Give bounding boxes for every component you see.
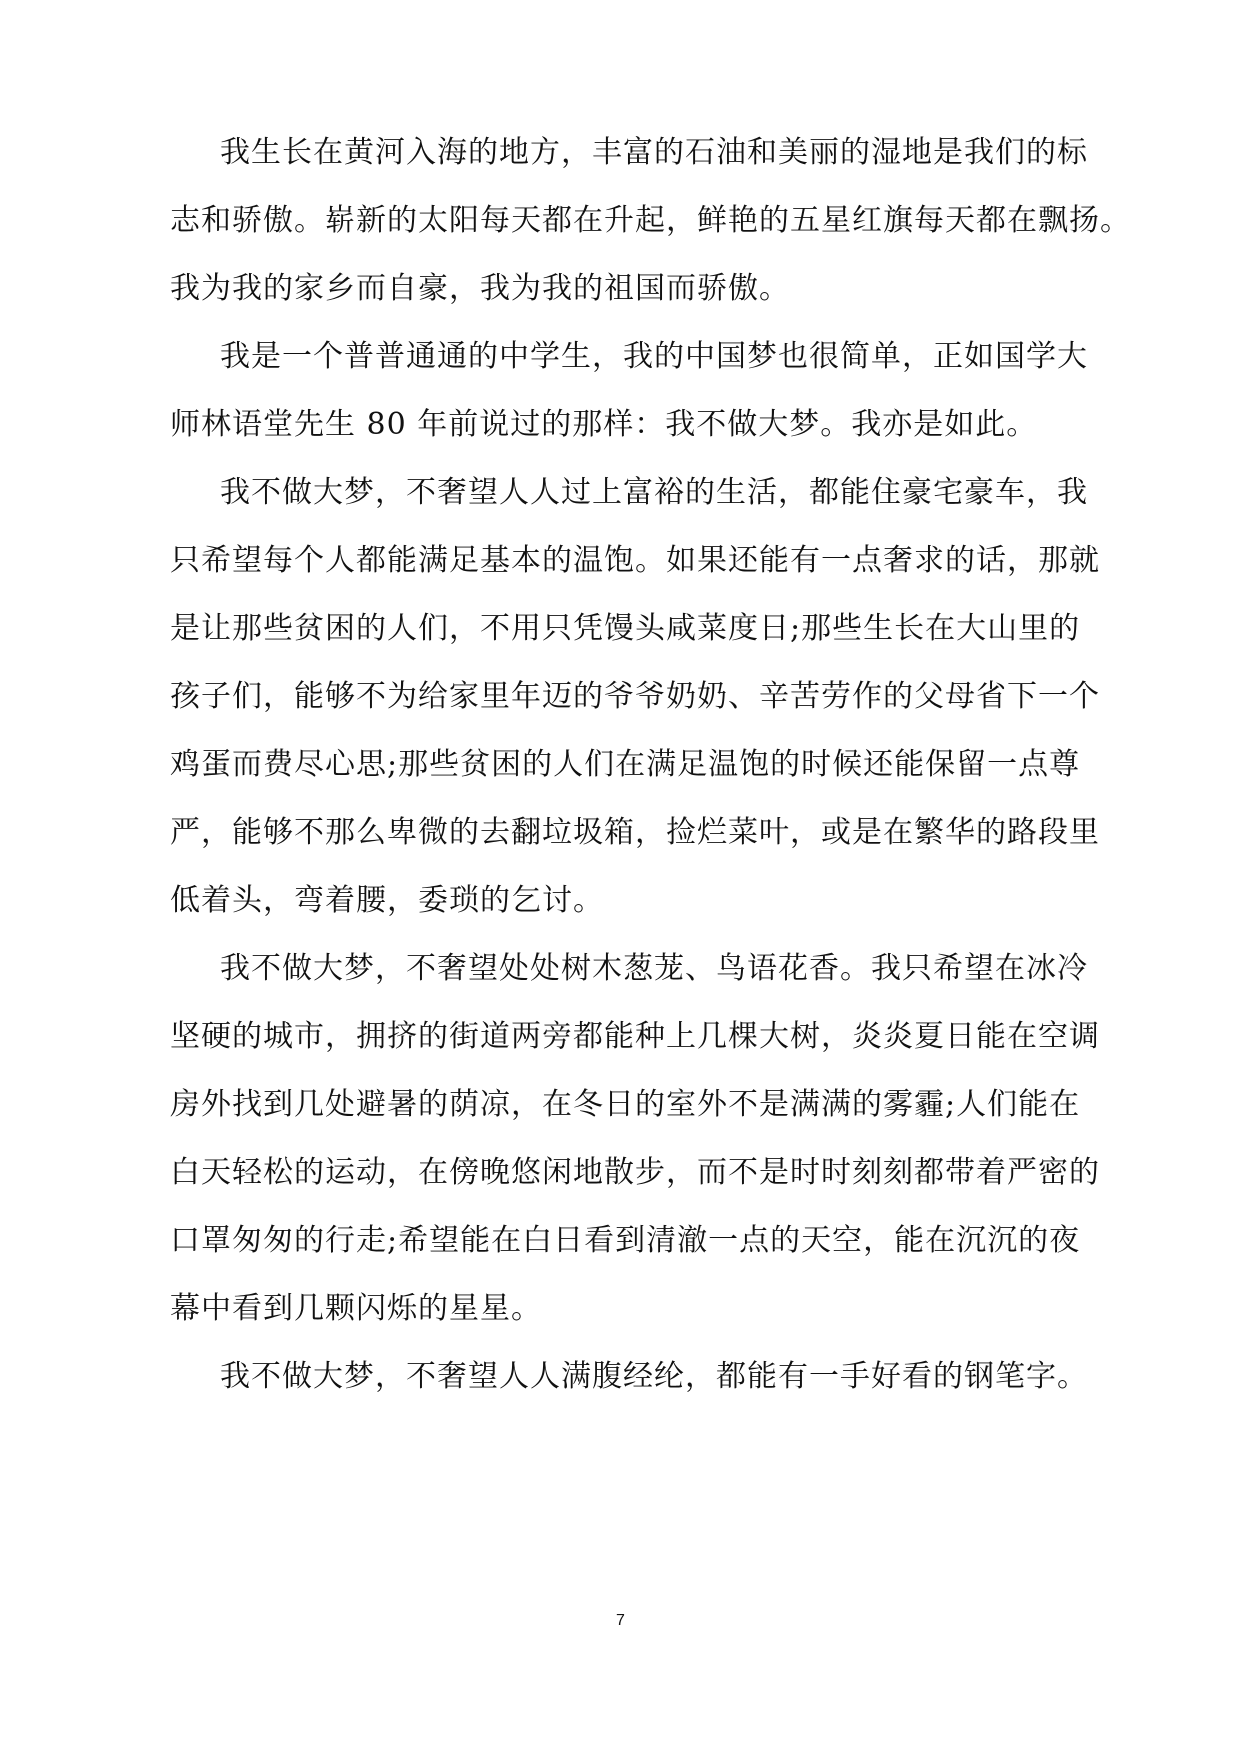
- text-line: 孩子们，能够不为给家里年迈的爷爷奶奶、辛苦劳作的父母省下一个: [170, 679, 1100, 714]
- text-line: 低着头，弯着腰，委琐的乞讨。: [170, 883, 604, 918]
- text-line: 我是一个普普通通的中学生，我的中国梦也很简单，正如国学大: [220, 339, 1088, 374]
- text-line: 我生长在黄河入海的地方，丰富的石油和美丽的湿地是我们的标: [220, 135, 1088, 170]
- text-line: 我不做大梦，不奢望人人满腹经纶，都能有一手好看的钢笔字。: [220, 1359, 1088, 1394]
- text-line: 是让那些贫困的人们，不用只凭馒头咸菜度日;那些生长在大山里的: [170, 611, 1081, 646]
- text-line: 鸡蛋而费尽心思;那些贫困的人们在满足温饱的时候还能保留一点尊: [170, 747, 1081, 782]
- text-line: 坚硬的城市，拥挤的街道两旁都能种上几棵大树，炎炎夏日能在空调: [170, 1019, 1100, 1054]
- text-line: 严，能够不那么卑微的去翻垃圾箱，捡烂菜叶，或是在繁华的路段里: [170, 815, 1100, 850]
- page-number: 7: [616, 1612, 625, 1629]
- text-line: 口罩匆匆的行走;希望能在白日看到清澈一点的天空，能在沉沉的夜: [170, 1223, 1081, 1258]
- text-line: 志和骄傲。崭新的太阳每天都在升起，鲜艳的五星红旗每天都在飘扬。: [170, 203, 1131, 238]
- text-line: 白天轻松的运动，在傍晚悠闲地散步，而不是时时刻刻都带着严密的: [170, 1155, 1100, 1190]
- text-line: 房外找到几处避暑的荫凉，在冬日的室外不是满满的雾霾;人们能在: [170, 1087, 1081, 1122]
- text-line: 我不做大梦，不奢望处处树木葱茏、鸟语花香。我只希望在冰冷: [220, 951, 1088, 986]
- text-line: 师林语堂先生 80 年前说过的那样：我不做大梦。我亦是如此。: [170, 407, 1038, 442]
- text-line: 我不做大梦，不奢望人人过上富裕的生活，都能住豪宅豪车，我: [220, 475, 1088, 510]
- text-line: 我为我的家乡而自豪，我为我的祖国而骄傲。: [170, 271, 790, 306]
- text-line: 幕中看到几颗闪烁的星星。: [170, 1291, 542, 1326]
- text-line: 只希望每个人都能满足基本的温饱。如果还能有一点奢求的话，那就: [170, 543, 1100, 578]
